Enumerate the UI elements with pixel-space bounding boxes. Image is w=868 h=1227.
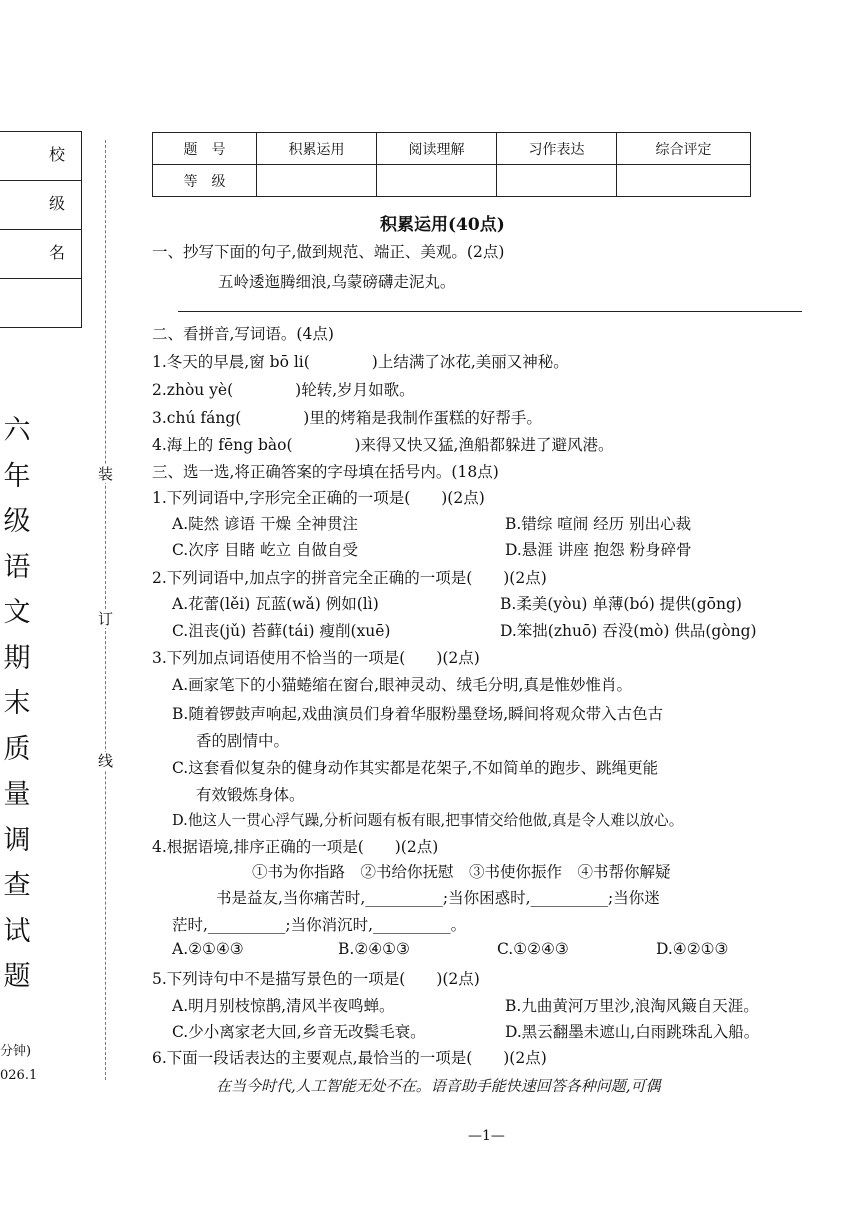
mc4-stem: 4.根据语境,排序正确的一项是( )(2点) [152, 838, 439, 856]
grade-label: 等 级 [153, 165, 257, 197]
mc2-option-c: C.沮丧(jǔ) 苔藓(tái) 瘦削(xuē) [172, 622, 391, 640]
mc5-option-d: D.黑云翻墨未遮山,白雨跳珠乱入船。 [505, 1023, 760, 1041]
mc4-option-b: B.②④①③ [338, 940, 410, 958]
score-table [152, 132, 751, 197]
mc6-stem: 6.下面一段话表达的主要观点,最恰当的一项是( )(2点) [152, 1049, 547, 1067]
mc1-option-d: D.悬涯 讲座 抱怨 粉身碎骨 [505, 541, 692, 559]
q1-heading: 一、抄写下面的句子,做到规范、端正、美观。(2点) [152, 243, 505, 261]
grade-cell-writing[interactable] [497, 165, 617, 197]
mc1-option-b: B.错综 喧闹 经历 别出心裁 [505, 515, 692, 533]
q1-sentence: 五岭逶迤腾细浪,乌蒙磅礴走泥丸。 [218, 273, 456, 291]
mc5-option-b: B.九曲黄河万里沙,浪淘风簸自天涯。 [505, 997, 759, 1015]
header-question-no: 题 号 [153, 133, 257, 165]
mc3-option-c-cont: 有效锻炼身体。 [196, 786, 305, 804]
mc4-sentences: ①书为你指路 ②书给你抚慰 ③书使你振作 ④书帮你解疑 [252, 863, 671, 881]
q2-item-3: 3.chú fáng( )里的烤箱是我制作蛋糕的好帮手。 [152, 409, 542, 427]
mc4-context-1: 书是益友,当你痛苦时,__________;当你困惑时,__________;当你迷 [216, 889, 660, 907]
mc3-option-b-cont: 香的剧情中。 [196, 732, 290, 750]
mc2-option-d: D.笨拙(zhuō) 吞没(mò) 供品(gòng) [500, 622, 757, 640]
q2-heading: 二、看拼音,写词语。(4点) [152, 325, 334, 343]
grade-cell-reading[interactable] [377, 165, 497, 197]
mc1-stem: 1.下列词语中,字形完全正确的一项是( )(2点) [152, 489, 485, 507]
date-note: 026.1 [0, 1068, 38, 1083]
header-reading: 阅读理解 [377, 133, 497, 165]
mc4-option-c: C.①②④③ [497, 940, 569, 958]
mc3-stem: 3.下列加点词语使用不恰当的一项是( )(2点) [152, 649, 480, 667]
binding-char-xian: 线 [98, 752, 114, 770]
name-label: 名 [48, 243, 65, 262]
mc3-option-a: A.画家笔下的小猫蜷缩在窗台,眼神灵动、绒毛分明,真是惟妙惟肖。 [172, 676, 632, 694]
class-label: 级 [48, 194, 65, 213]
class-field[interactable] [0, 181, 81, 230]
grade-cell-accumulation[interactable] [257, 165, 377, 197]
mc5-option-c: C.少小离家老大回,乡音无改鬓毛衰。 [172, 1023, 426, 1041]
mc2-option-a: A.花蕾(lěi) 瓦蓝(wǎ) 例如(lì) [172, 595, 379, 613]
mc5-stem: 5.下列诗句中不是描写景色的一项是( )(2点) [152, 970, 480, 988]
mc3-option-c: C.这套看似复杂的健身动作其实都是花架子,不如简单的跑步、跳绳更能 [172, 759, 659, 777]
school-field[interactable] [0, 132, 81, 181]
section-title: 积累运用(40点) [380, 215, 505, 235]
mc5-option-a: A.明月别枝惊鹊,清风半夜鸣蝉。 [172, 997, 395, 1015]
q3-heading: 三、选一选,将正确答案的字母填在括号内。(18点) [152, 463, 499, 481]
mc2-stem: 2.下列词语中,加点字的拼音完全正确的一项是( )(2点) [152, 569, 547, 587]
name-field[interactable] [0, 230, 81, 279]
binding-char-ding: 订 [98, 610, 114, 628]
mc2-option-b: B.柔美(yòu) 单薄(bó) 提供(gōng) [500, 595, 742, 613]
mc1-option-a: A.陡然 谚语 干燥 全神贯注 [172, 515, 358, 533]
mc1-option-c: C.次序 目睹 屹立 自做自受 [172, 541, 359, 559]
copy-writing-line[interactable] [178, 311, 802, 312]
q2-item-4: 4.海上的 fēng bào( )来得又快又猛,渔船都躲进了避风港。 [152, 436, 614, 454]
mc3-option-b: B.随着锣鼓声响起,戏曲演员们身着华服粉墨登场,瞬间将观众带入古色古 [172, 705, 664, 723]
time-note: 分钟) [0, 1044, 32, 1059]
header-writing: 习作表达 [497, 133, 617, 165]
mc4-option-d: D.④②①③ [656, 940, 729, 958]
mc4-option-a: A.②①④③ [172, 940, 244, 958]
school-label: 校 [48, 145, 65, 164]
q2-item-2: 2.zhòu yè( )轮转,岁月如歌。 [152, 381, 415, 399]
grade-cell-overall[interactable] [617, 165, 751, 197]
student-info-box [0, 131, 82, 328]
mc6-passage: 在当今时代,人工智能无处不在。语音助手能快速回答各种问题,可偶 [216, 1077, 661, 1095]
q2-item-1: 1.冬天的早晨,窗 bō li( )上结满了冰花,美丽又神秘。 [152, 353, 569, 371]
exam-vertical-title: 六 年 级 语 文 期 末 质 量 调 查 试 题 [3, 415, 31, 992]
header-accumulation: 积累运用 [257, 133, 377, 165]
binding-char-zhuang: 装 [98, 465, 114, 483]
page-number: —1— [468, 1128, 505, 1144]
blank-field[interactable] [0, 279, 81, 328]
mc4-context-2: 茫时,__________;当你消沉时,__________。 [172, 916, 467, 934]
mc3-option-d: D.他这人一贯心浮气躁,分析问题有板有眼,把事情交给他做,真是令人难以放心。 [172, 812, 684, 829]
header-overall: 综合评定 [617, 133, 751, 165]
